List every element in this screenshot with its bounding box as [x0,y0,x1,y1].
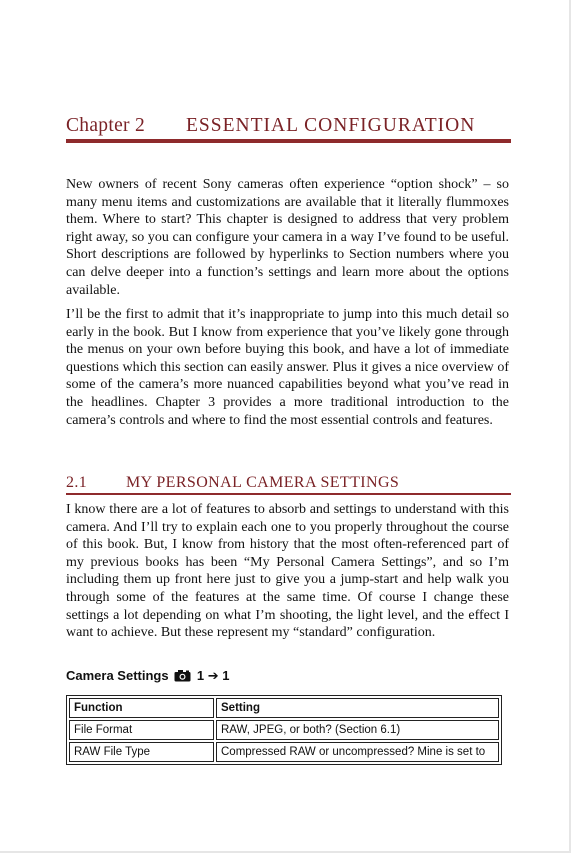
table-row [69,742,499,762]
camera-icon [174,669,191,686]
table-row [69,720,499,740]
chapter-title: ESSENTIAL CONFIGURATION [186,115,476,136]
settings-table [66,695,502,765]
caption-page: 1 [196,668,205,683]
header-function: Function [69,698,214,718]
arrow-right-icon: ➔ [207,668,219,683]
header-setting: Setting [216,698,499,718]
intro-paragraph-2: I’ll be the first to admit that it’s inappropriate to jump into this much detail so early in the book. But I know from experience that you’ve likely gone through the menus on your own before buying this book, and have a lot of immediate questions which this section can easily answer. Plus it gives a nice overview of some of the camera’s more nuanced capabilities beyond what you’ve read in the headlines. Chapter 3 provides a more traditional introduction to the camera’s controls and where to find the most essential controls and features. [66,307,509,428]
cell-function: RAW File Type [69,742,214,762]
section-number: 2.1 [66,474,88,491]
chapter-number: Chapter 2 [66,115,146,136]
table-header-row [69,698,499,718]
caption-subpage: 1 [222,668,230,683]
section-rule [66,493,511,495]
caption-label: Camera Settings [66,668,169,683]
chapter-rule [66,139,511,143]
cell-setting: RAW, JPEG, or both? (Section 6.1) [216,720,499,740]
chapter-heading [66,115,511,137]
section-title: MY PERSONAL CAMERA SETTINGS [126,474,400,491]
section-paragraph: I know there are a lot of features to absorb and settings to understand with this camera. And I’ll try to explain each one to you properly throughout the course of this book. But, I know from history that the most often-referenced part of my previous books has been “My Personal Camera Settings”, and so I’m including them up front here just to give you a jump-start and help walk you through some of the features at the same time. Of course I change these settings a lot depending on what I’m shooting, the light level, and the effect I want to achieve. But these represent my “standard” configuration. [66,502,509,641]
section-heading [66,473,511,492]
camera-settings-caption [66,668,229,686]
cell-setting: Compressed RAW or uncompressed? Mine is set to [216,742,499,762]
intro-paragraph-1: New owners of recent Sony cameras often experience “option shock” – so many menu items and customizations are available that it literally flummoxes them. Where to start? This chapter is designed to address that very problem right away, so you can configure your camera in a way I’ve found to be useful. Short descriptions are followed by hyperlinks to Section numbers where you can delve deeper into a function’s settings and learn more about the options available. [66,177,509,298]
cell-function: File Format [69,720,214,740]
